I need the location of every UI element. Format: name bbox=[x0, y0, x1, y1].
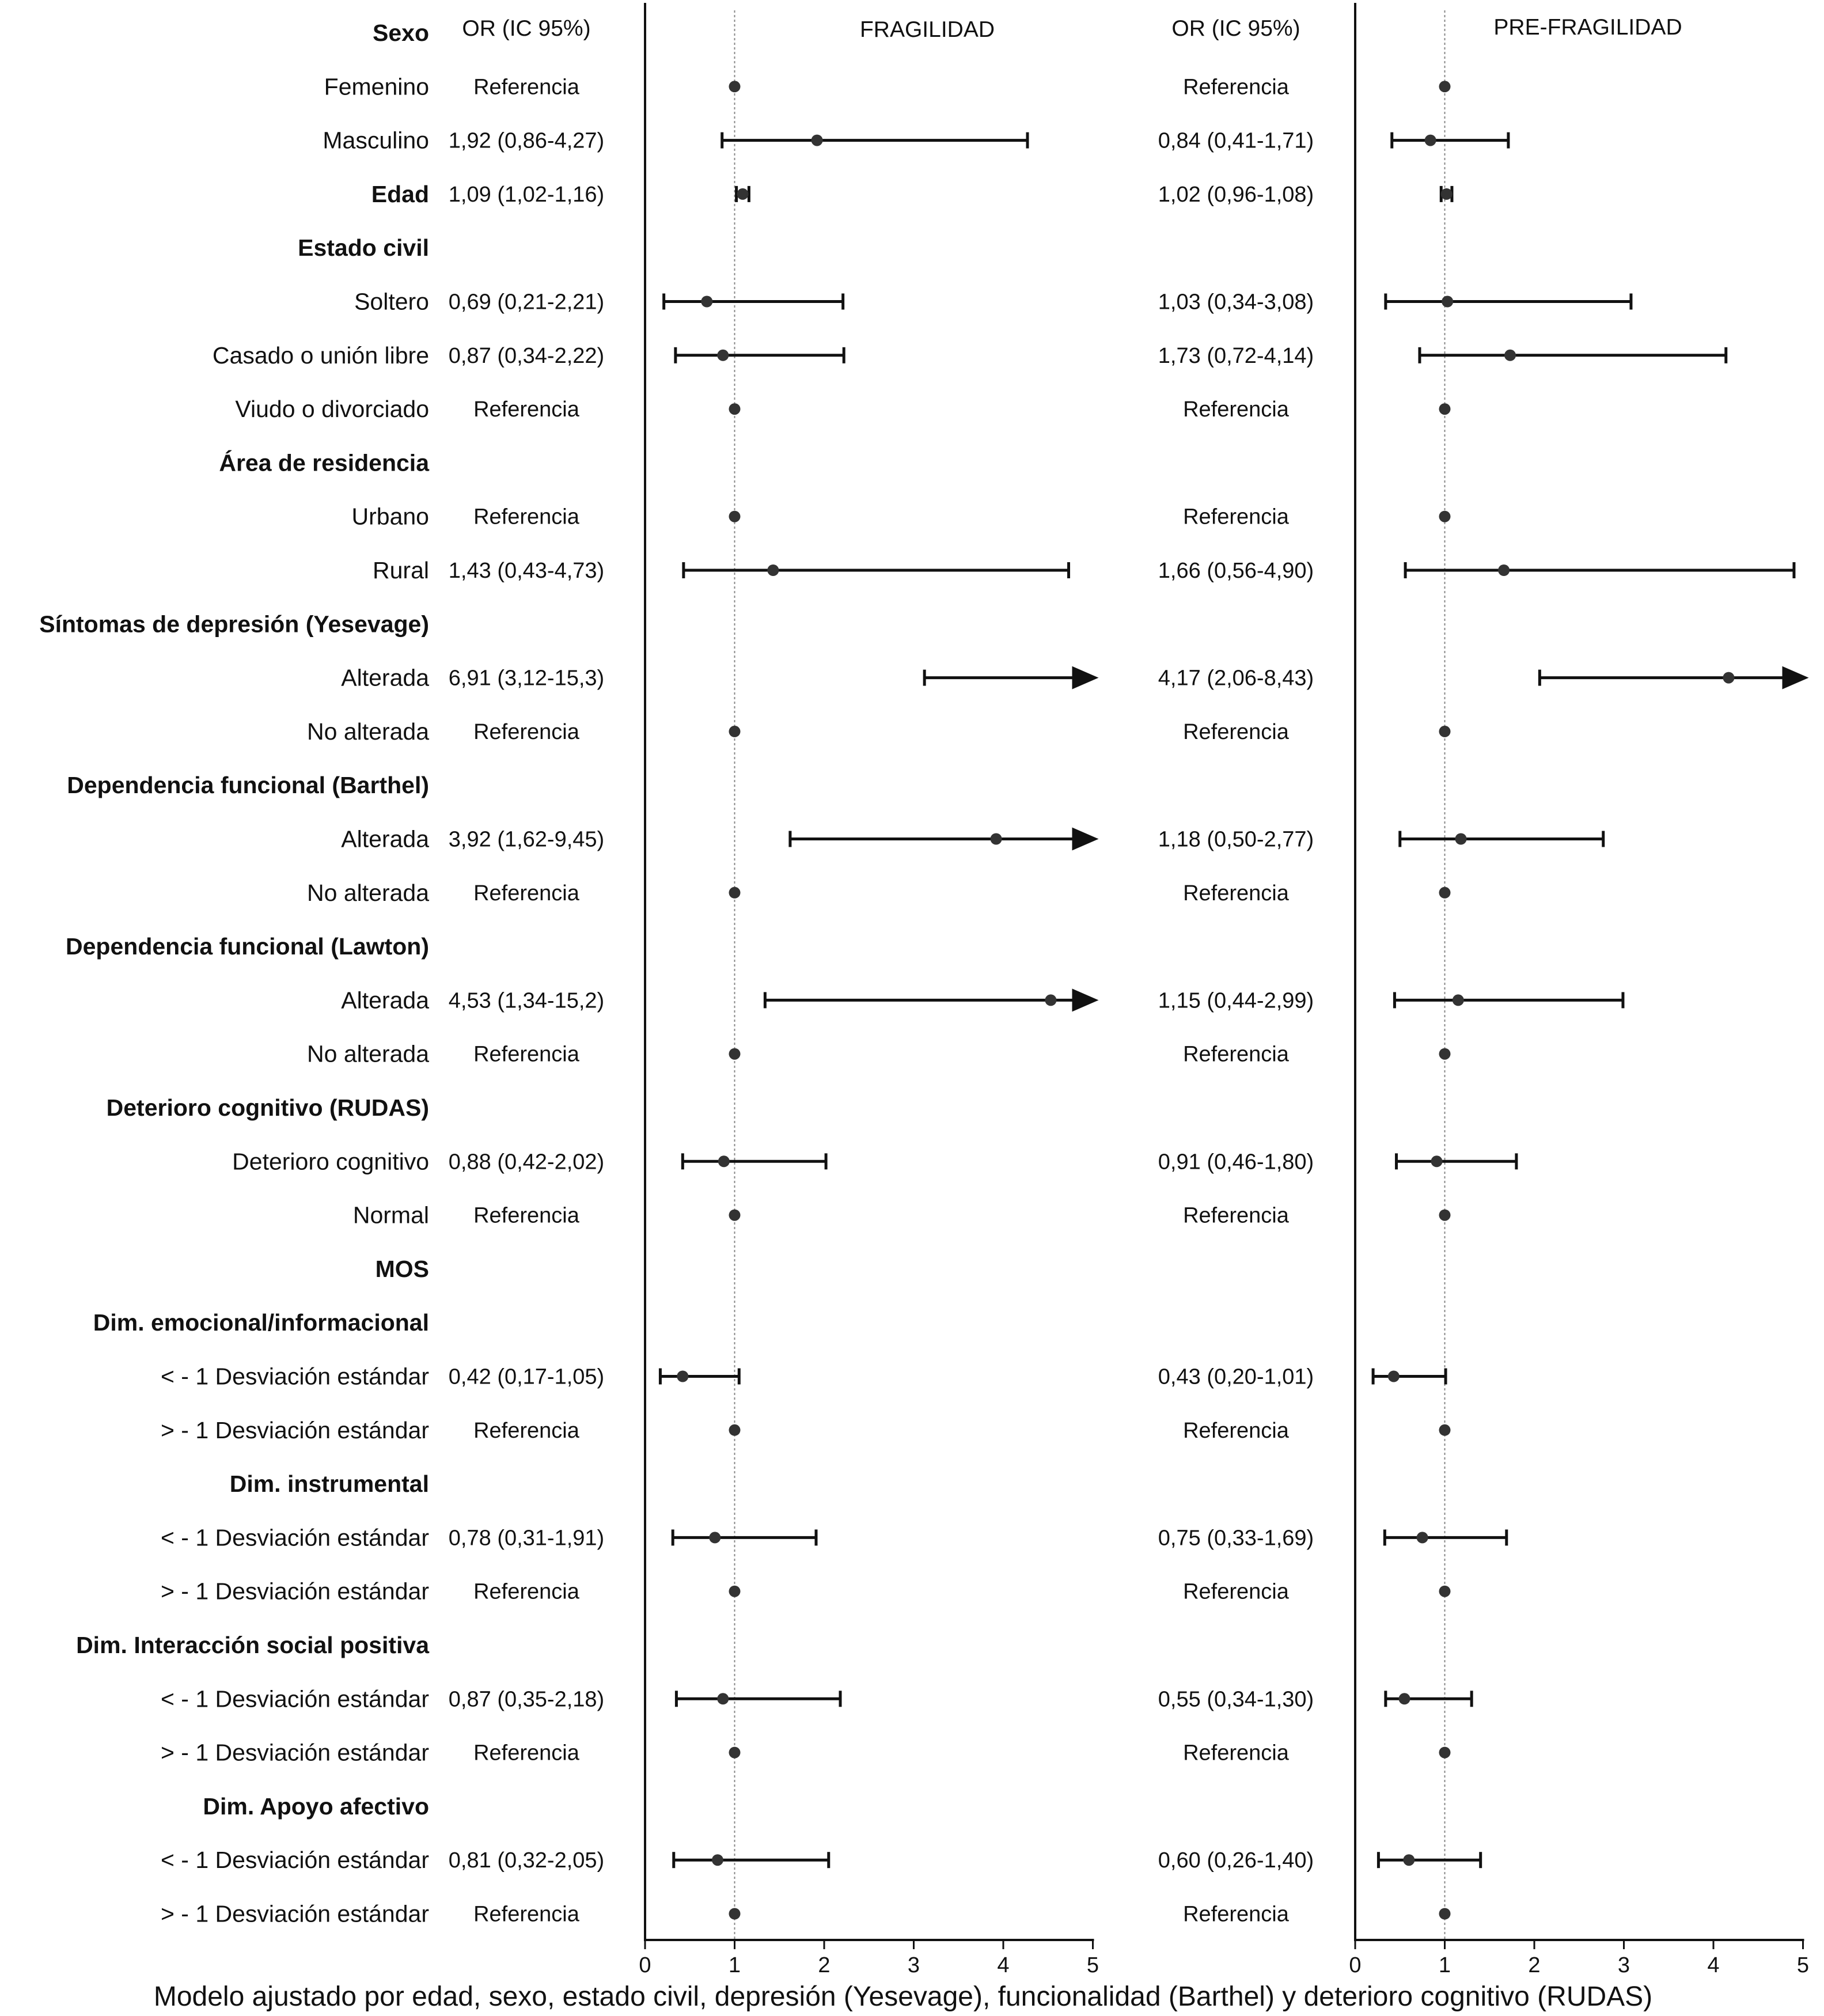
prefragilidad-tick-label: 2 bbox=[1528, 1953, 1541, 1977]
fragilidad-tick-label: 0 bbox=[639, 1953, 651, 1977]
fragilidad-tick-label: 4 bbox=[997, 1953, 1010, 1977]
prefragilidad-or-text: Referencia bbox=[1183, 505, 1289, 529]
prefragilidad-point-estimate bbox=[1439, 1048, 1451, 1060]
fragilidad-or-text: 6,91 (3,12-15,3) bbox=[448, 666, 605, 691]
fragilidad-point-estimate bbox=[712, 1854, 723, 1866]
prefragilidad-point-estimate bbox=[1498, 564, 1510, 576]
fragilidad-or-text: Referencia bbox=[473, 1741, 579, 1765]
fragilidad-or-text: 1,43 (0,43-4,73) bbox=[448, 559, 605, 583]
prefragilidad-or-text: 1,15 (0,44-2,99) bbox=[1158, 988, 1314, 1013]
fragilidad-ci-arrow bbox=[1072, 828, 1099, 851]
row-label: Urbano bbox=[351, 503, 429, 530]
row-label: Femenino bbox=[324, 73, 429, 100]
row-label: Dim. emocional/informacional bbox=[93, 1309, 429, 1336]
fragilidad-point-estimate bbox=[729, 1048, 741, 1060]
prefragilidad-point-estimate bbox=[1723, 672, 1734, 684]
fragilidad-tick-label: 1 bbox=[728, 1953, 741, 1977]
fragilidad-point-estimate bbox=[717, 350, 729, 361]
fragilidad-or-text: 0,69 (0,21-2,21) bbox=[448, 290, 605, 314]
prefragilidad-or-text: 1,03 (0,34-3,08) bbox=[1158, 290, 1314, 314]
fragilidad-or-text: 1,09 (1,02-1,16) bbox=[448, 182, 605, 207]
prefragilidad-or-text: 0,91 (0,46-1,80) bbox=[1158, 1150, 1314, 1174]
row-label: > - 1 Desviación estándar bbox=[160, 1739, 429, 1766]
prefragilidad-tick-label: 4 bbox=[1707, 1953, 1720, 1977]
row-label: Normal bbox=[352, 1202, 429, 1229]
row-label: Dim. Apoyo afectivo bbox=[203, 1793, 429, 1820]
fragilidad-point-estimate bbox=[729, 1210, 741, 1221]
fragilidad-or-text: Referencia bbox=[473, 1042, 579, 1067]
row-label: No alterada bbox=[307, 1040, 429, 1067]
prefragilidad-tick-label: 0 bbox=[1349, 1953, 1362, 1977]
row-label: Viudo o divorciado bbox=[235, 396, 429, 423]
prefragilidad-point-estimate bbox=[1453, 994, 1464, 1006]
prefragilidad-or-text: Referencia bbox=[1183, 1042, 1289, 1067]
prefragilidad-point-estimate bbox=[1439, 887, 1451, 899]
row-label: Alterada bbox=[341, 987, 429, 1014]
row-label: Rural bbox=[373, 557, 429, 583]
prefragilidad-or-text: Referencia bbox=[1183, 719, 1289, 744]
fragilidad-or-text: Referencia bbox=[473, 1203, 579, 1228]
row-label: MOS bbox=[375, 1255, 429, 1282]
prefragilidad-or-text: 0,55 (0,34-1,30) bbox=[1158, 1687, 1314, 1712]
prefragilidad-or-text: 1,66 (0,56-4,90) bbox=[1158, 559, 1314, 583]
prefragilidad-or-text: Referencia bbox=[1183, 1741, 1289, 1765]
fragilidad-or-header: OR (IC 95%) bbox=[462, 16, 591, 41]
prefragilidad-ci-arrow bbox=[1783, 666, 1809, 689]
fragilidad-point-estimate bbox=[729, 403, 741, 415]
prefragilidad-panel bbox=[1349, 3, 1809, 1977]
row-label: < - 1 Desviación estándar bbox=[160, 1685, 429, 1712]
row-label: < - 1 Desviación estándar bbox=[160, 1524, 429, 1551]
fragilidad-or-text: Referencia bbox=[473, 1902, 579, 1927]
row-label: Deterioro cognitivo (RUDAS) bbox=[106, 1094, 429, 1121]
prefragilidad-or-text: Referencia bbox=[1183, 1203, 1289, 1228]
row-label: > - 1 Desviación estándar bbox=[160, 1578, 429, 1605]
fragilidad-or-text: 3,92 (1,62-9,45) bbox=[448, 827, 605, 852]
prefragilidad-point-estimate bbox=[1439, 1424, 1451, 1436]
fragilidad-tick-label: 3 bbox=[907, 1953, 920, 1977]
row-label: Deterioro cognitivo bbox=[232, 1148, 429, 1175]
fragilidad-point-estimate bbox=[729, 1586, 741, 1597]
row-label: Alterada bbox=[341, 664, 429, 691]
prefragilidad-point-estimate bbox=[1439, 1210, 1451, 1221]
fragilidad-point-estimate bbox=[677, 1371, 688, 1382]
prefragilidad-point-estimate bbox=[1439, 403, 1451, 415]
fragilidad-point-estimate bbox=[701, 296, 712, 308]
prefragilidad-or-text: 0,60 (0,26-1,40) bbox=[1158, 1848, 1314, 1873]
row-label: No alterada bbox=[307, 879, 429, 906]
prefragilidad-point-estimate bbox=[1403, 1854, 1415, 1866]
row-label: Dependencia funcional (Lawton) bbox=[66, 933, 429, 960]
fragilidad-point-estimate bbox=[991, 833, 1002, 845]
fragilidad-point-estimate bbox=[709, 1532, 721, 1543]
footnote: Modelo ajustado por edad, sexo, estado civil, depresión (Yesevage), funcionalidad (Barthel) y deterioro cognitivo (RUDAS) bbox=[153, 1981, 1653, 2012]
fragilidad-or-text: Referencia bbox=[473, 1579, 579, 1604]
prefragilidad-or-text: 1,18 (0,50-2,77) bbox=[1158, 827, 1314, 852]
fragilidad-point-estimate bbox=[729, 81, 741, 92]
row-label: Estado civil bbox=[298, 234, 429, 262]
row-label: > - 1 Desviación estándar bbox=[160, 1416, 429, 1443]
prefragilidad-or-text: Referencia bbox=[1183, 1418, 1289, 1443]
fragilidad-tick-label: 2 bbox=[818, 1953, 831, 1977]
prefragilidad-panel-title: PRE-FRAGILIDAD bbox=[1493, 15, 1682, 40]
prefragilidad-point-estimate bbox=[1439, 511, 1451, 522]
fragilidad-point-estimate bbox=[737, 188, 748, 200]
prefragilidad-point-estimate bbox=[1442, 296, 1453, 308]
fragilidad-or-values bbox=[449, 75, 604, 1926]
prefragilidad-or-text: Referencia bbox=[1183, 397, 1289, 422]
fragilidad-point-estimate bbox=[767, 564, 779, 576]
prefragilidad-or-text: Referencia bbox=[1183, 881, 1289, 905]
prefragilidad-point-estimate bbox=[1504, 350, 1516, 361]
fragilidad-point-estimate bbox=[729, 1424, 741, 1436]
row-label: Masculino bbox=[323, 127, 429, 154]
prefragilidad-or-text: Referencia bbox=[1183, 75, 1289, 100]
fragilidad-point-estimate bbox=[729, 1908, 741, 1920]
fragilidad-point-estimate bbox=[811, 135, 823, 146]
row-label: No alterada bbox=[307, 718, 429, 745]
fragilidad-point-estimate bbox=[729, 887, 741, 899]
fragilidad-point-estimate bbox=[718, 1155, 730, 1167]
prefragilidad-or-text: 0,75 (0,33-1,69) bbox=[1158, 1526, 1314, 1551]
fragilidad-or-text: Referencia bbox=[473, 505, 579, 529]
fragilidad-or-text: 0,78 (0,31-1,91) bbox=[448, 1526, 605, 1551]
fragilidad-or-text: 0,88 (0,42-2,02) bbox=[448, 1150, 605, 1174]
prefragilidad-point-estimate bbox=[1388, 1371, 1400, 1382]
fragilidad-point-estimate bbox=[729, 511, 741, 522]
prefragilidad-or-text: 4,17 (2,06-8,43) bbox=[1158, 666, 1314, 691]
prefragilidad-or-header: OR (IC 95%) bbox=[1171, 16, 1300, 41]
fragilidad-or-text: 0,81 (0,32-2,05) bbox=[448, 1848, 605, 1873]
prefragilidad-or-text: 0,84 (0,41-1,71) bbox=[1158, 128, 1314, 153]
row-label: < - 1 Desviación estándar bbox=[160, 1847, 429, 1874]
prefragilidad-point-estimate bbox=[1439, 1908, 1451, 1920]
row-label: Dim. Interacción social positiva bbox=[76, 1632, 429, 1658]
fragilidad-ci-arrow bbox=[1072, 666, 1099, 689]
row-label: > - 1 Desviación estándar bbox=[160, 1900, 429, 1927]
fragilidad-panel bbox=[639, 3, 1099, 1977]
prefragilidad-point-estimate bbox=[1417, 1532, 1428, 1543]
prefragilidad-point-estimate bbox=[1439, 1747, 1451, 1759]
prefragilidad-or-values bbox=[1158, 75, 1314, 1926]
prefragilidad-tick-label: 1 bbox=[1438, 1953, 1451, 1977]
prefragilidad-point-estimate bbox=[1439, 726, 1451, 737]
fragilidad-panel-title: FRAGILIDAD bbox=[859, 17, 995, 42]
prefragilidad-point-estimate bbox=[1431, 1155, 1443, 1167]
fragilidad-or-text: Referencia bbox=[473, 75, 579, 100]
prefragilidad-tick-label: 3 bbox=[1617, 1953, 1630, 1977]
fragilidad-or-text: Referencia bbox=[473, 719, 579, 744]
row-labels bbox=[39, 20, 430, 1927]
prefragilidad-tick-label: 5 bbox=[1796, 1953, 1810, 1977]
prefragilidad-point-estimate bbox=[1399, 1693, 1410, 1704]
fragilidad-or-text: 0,42 (0,17-1,05) bbox=[448, 1365, 605, 1389]
prefragilidad-point-estimate bbox=[1425, 135, 1436, 146]
fragilidad-or-text: 4,53 (1,34-15,2) bbox=[448, 988, 605, 1013]
fragilidad-point-estimate bbox=[717, 1693, 729, 1704]
fragilidad-or-text: 0,87 (0,34-2,22) bbox=[448, 343, 605, 368]
prefragilidad-or-text: 1,02 (0,96-1,08) bbox=[1158, 182, 1314, 207]
prefragilidad-or-text: 1,73 (0,72-4,14) bbox=[1158, 343, 1314, 368]
fragilidad-or-text: Referencia bbox=[473, 1418, 579, 1443]
row-label: < - 1 Desviación estándar bbox=[160, 1363, 429, 1390]
prefragilidad-or-text: Referencia bbox=[1183, 1579, 1289, 1604]
row-label: Sexo bbox=[373, 20, 429, 46]
fragilidad-or-text: 1,92 (0,86-4,27) bbox=[448, 128, 605, 153]
prefragilidad-or-text: 0,43 (0,20-1,01) bbox=[1158, 1365, 1314, 1389]
row-label: Soltero bbox=[354, 288, 429, 315]
fragilidad-tick-label: 5 bbox=[1086, 1953, 1099, 1977]
row-label: Síntomas de depresión (Yesevage) bbox=[39, 611, 429, 638]
row-label: Casado o unión libre bbox=[212, 342, 429, 369]
fragilidad-point-estimate bbox=[729, 726, 741, 737]
prefragilidad-point-estimate bbox=[1439, 81, 1451, 92]
fragilidad-or-text: Referencia bbox=[473, 397, 579, 422]
row-label: Dim. instrumental bbox=[229, 1471, 429, 1498]
prefragilidad-or-text: Referencia bbox=[1183, 1902, 1289, 1927]
row-label: Área de residencia bbox=[219, 449, 429, 476]
row-label: Dependencia funcional (Barthel) bbox=[67, 772, 429, 799]
fragilidad-ci-arrow bbox=[1072, 988, 1099, 1011]
row-label: Edad bbox=[371, 180, 429, 207]
row-label: Alterada bbox=[341, 825, 429, 852]
fragilidad-or-text: Referencia bbox=[473, 881, 579, 905]
prefragilidad-point-estimate bbox=[1455, 833, 1466, 845]
fragilidad-point-estimate bbox=[729, 1747, 741, 1759]
fragilidad-point-estimate bbox=[1045, 994, 1056, 1006]
prefragilidad-point-estimate bbox=[1441, 188, 1453, 200]
fragilidad-or-text: 0,87 (0,35-2,18) bbox=[448, 1687, 605, 1712]
prefragilidad-point-estimate bbox=[1439, 1586, 1451, 1597]
